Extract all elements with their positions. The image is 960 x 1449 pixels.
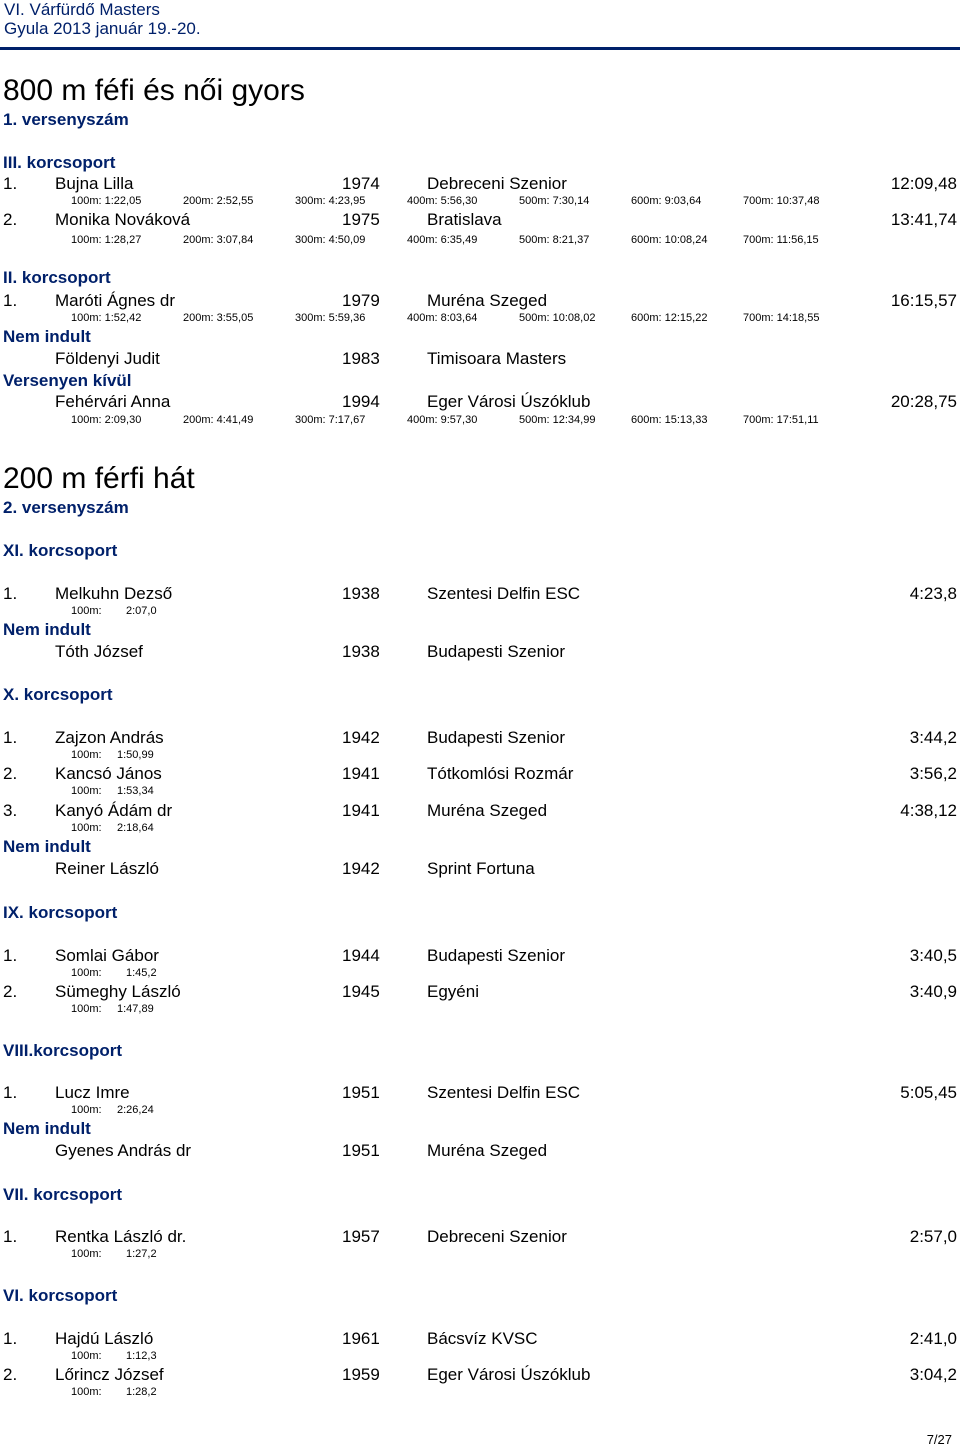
event-title: 200 m férfi hát <box>3 462 195 495</box>
club: Budapesti Szenior <box>427 728 565 747</box>
birth-year: 1994 <box>342 392 380 411</box>
result-time: 13:41,74 <box>890 210 957 229</box>
result-row <box>0 728 960 750</box>
birth-year: 1942 <box>342 728 380 747</box>
swimmer-name: Fehérvári Anna <box>55 392 171 411</box>
category-heading: II. korcsoport <box>3 268 111 287</box>
result-row <box>0 946 960 968</box>
club: Tótkomlósi Rozmár <box>427 764 574 783</box>
club: Eger Városi Úszóklub <box>427 392 591 411</box>
swimmer-name: Lucz Imre <box>55 1083 130 1102</box>
split: 700m: 11:56,15 <box>743 234 819 246</box>
club: Muréna Szeged <box>427 801 548 820</box>
split: 400m: 6:35,49 <box>407 234 478 246</box>
club: Bratislava <box>427 210 502 229</box>
club: Timisoara Masters <box>427 349 567 368</box>
category-heading: IX. korcsoport <box>3 903 118 922</box>
split: 100m: 1:52,42 <box>71 312 142 324</box>
split: 400m: 9:57,30 <box>407 414 478 426</box>
result-row <box>0 1329 960 1351</box>
split-value: 1:50,99 <box>117 749 154 761</box>
split: 400m: 5:56,30 <box>407 195 478 207</box>
split-times <box>0 1350 960 1364</box>
club: Szentesi Delfin ESC <box>427 1083 581 1102</box>
club: Debreceni Szenior <box>427 174 567 193</box>
split-value: 1:53,34 <box>117 785 154 797</box>
result-row <box>0 392 960 414</box>
birth-year: 1983 <box>342 349 380 368</box>
dns-row <box>0 1141 960 1163</box>
result-row <box>0 584 960 606</box>
swimmer-name: Rentka László dr. <box>55 1227 187 1246</box>
birth-year: 1974 <box>342 174 380 193</box>
result-row <box>0 174 960 196</box>
status-label: Nem indult <box>3 837 91 856</box>
category-heading: III. korcsoport <box>3 153 116 172</box>
split-times <box>0 1386 960 1400</box>
club: Muréna Szeged <box>427 1141 548 1160</box>
split: 200m: 3:55,05 <box>183 312 254 324</box>
place: 1. <box>3 174 18 193</box>
club: Szentesi Delfin ESC <box>427 584 581 603</box>
split-times <box>0 785 960 799</box>
result-time: 4:23,8 <box>909 584 957 603</box>
split-times <box>0 749 960 763</box>
result-time: 2:57,0 <box>909 1227 957 1246</box>
split-label: 100m: <box>71 967 102 979</box>
place: 1. <box>3 584 18 603</box>
birth-year: 1941 <box>342 764 380 783</box>
split: 700m: 14:18,55 <box>743 312 820 324</box>
swimmer-name: Földenyi Judit <box>55 349 160 368</box>
category-heading: VI. korcsoport <box>3 1286 118 1305</box>
place: 2. <box>3 982 18 1001</box>
split-label: 100m: <box>71 1386 102 1398</box>
place: 1. <box>3 1083 18 1102</box>
split-times <box>0 195 960 209</box>
result-time: 20:28,75 <box>890 392 957 411</box>
club: Bácsvíz KVSC <box>427 1329 538 1348</box>
result-row <box>0 982 960 1004</box>
birth-year: 1951 <box>342 1141 380 1160</box>
split-label: 100m: <box>71 1248 102 1260</box>
split-value: 2:26,24 <box>117 1104 154 1116</box>
birth-year: 1957 <box>342 1227 380 1246</box>
category-heading: VII. korcsoport <box>3 1185 123 1204</box>
split: 500m: 10:08,02 <box>519 312 596 324</box>
place: 1. <box>3 1329 18 1348</box>
club: Muréna Szeged <box>427 291 548 310</box>
split: 300m: 7:17,67 <box>295 414 366 426</box>
event-number: 2. versenyszám <box>3 498 129 517</box>
split: 500m: 7:30,14 <box>519 195 590 207</box>
split-value: 1:12,3 <box>126 1350 157 1362</box>
club: Debreceni Szenior <box>427 1227 567 1246</box>
club: Eger Városi Úszóklub <box>427 1365 591 1384</box>
split: 500m: 12:34,99 <box>519 414 596 426</box>
result-time: 3:04,2 <box>909 1365 957 1384</box>
event-title: 800 m féfi és női gyors <box>3 74 305 107</box>
split: 600m: 9:03,64 <box>631 195 702 207</box>
result-time: 3:40,5 <box>909 946 957 965</box>
split: 400m: 8:03,64 <box>407 312 478 324</box>
birth-year: 1961 <box>342 1329 380 1348</box>
event-number: 1. versenyszám <box>3 110 129 129</box>
place: 1. <box>3 728 18 747</box>
dns-row <box>0 859 960 881</box>
split: 200m: 2:52,55 <box>183 195 254 207</box>
split: 200m: 4:41,49 <box>183 414 254 426</box>
status-label: Nem indult <box>3 620 91 639</box>
split-value: 1:47,89 <box>117 1003 154 1015</box>
split: 600m: 15:13,33 <box>631 414 708 426</box>
birth-year: 1951 <box>342 1083 380 1102</box>
dns-row <box>0 349 960 371</box>
place: 2. <box>3 1365 18 1384</box>
swimmer-name: Sümeghy László <box>55 982 181 1001</box>
place: 2. <box>3 764 18 783</box>
split: 100m: 2:09,30 <box>71 414 142 426</box>
category-heading: XI. korcsoport <box>3 541 118 560</box>
split-times <box>0 822 960 836</box>
split-label: 100m: <box>71 822 102 834</box>
status-label: Versenyen kívül <box>3 371 132 390</box>
split: 200m: 3:07,84 <box>183 234 254 246</box>
swimmer-name: Tóth József <box>55 642 143 661</box>
meet-title: VI. Várfürdő Masters <box>4 0 160 19</box>
swimmer-name: Bujna Lilla <box>55 174 134 193</box>
split: 700m: 10:37,48 <box>743 195 820 207</box>
swimmer-name: Maróti Ágnes dr <box>55 291 175 310</box>
split-label: 100m: <box>71 605 102 617</box>
result-time: 5:05,45 <box>900 1083 957 1102</box>
split-times <box>0 312 960 326</box>
split: 500m: 8:21,37 <box>519 234 590 246</box>
split: 100m: 1:22,05 <box>71 195 142 207</box>
split: 700m: 17:51,11 <box>743 414 819 426</box>
split-value: 2:07,0 <box>126 605 157 617</box>
swimmer-name: Kancsó János <box>55 764 162 783</box>
birth-year: 1941 <box>342 801 380 820</box>
result-row <box>0 291 960 313</box>
split-value: 1:28,2 <box>126 1386 157 1398</box>
dns-row <box>0 642 960 664</box>
split: 100m: 1:28,27 <box>71 234 142 246</box>
place: 3. <box>3 801 18 820</box>
result-time: 12:09,48 <box>890 174 957 193</box>
result-time: 3:44,2 <box>909 728 957 747</box>
result-row <box>0 1083 960 1105</box>
split: 300m: 4:50,09 <box>295 234 366 246</box>
split-value: 1:27,2 <box>126 1248 157 1260</box>
split: 600m: 10:08,24 <box>631 234 708 246</box>
birth-year: 1975 <box>342 210 380 229</box>
split-times <box>0 1104 960 1118</box>
club: Egyéni <box>427 982 479 1001</box>
result-row <box>0 801 960 823</box>
result-row <box>0 1365 960 1387</box>
place: 1. <box>3 946 18 965</box>
split-times <box>0 1248 960 1262</box>
birth-year: 1942 <box>342 859 380 878</box>
split-times <box>0 967 960 981</box>
split-label: 100m: <box>71 1104 102 1116</box>
split-times <box>0 1003 960 1017</box>
split-label: 100m: <box>71 1003 102 1015</box>
swimmer-name: Kanyó Ádám dr <box>55 801 173 820</box>
result-time: 4:38,12 <box>900 801 957 820</box>
birth-year: 1945 <box>342 982 380 1001</box>
swimmer-name: Reiner László <box>55 859 159 878</box>
split-times <box>0 414 960 428</box>
split-label: 100m: <box>71 785 102 797</box>
swimmer-name: Lőrincz József <box>55 1365 164 1384</box>
result-time: 2:41,0 <box>909 1329 957 1348</box>
result-row <box>0 1227 960 1249</box>
split-times <box>0 234 960 248</box>
swimmer-name: Monika Nováková <box>55 210 191 229</box>
split: 300m: 5:59,36 <box>295 312 366 324</box>
split: 300m: 4:23,95 <box>295 195 366 207</box>
result-time: 16:15,57 <box>890 291 957 310</box>
birth-year: 1944 <box>342 946 380 965</box>
status-label: Nem indult <box>3 1119 91 1138</box>
swimmer-name: Zajzon András <box>55 728 164 747</box>
split-times <box>0 605 960 619</box>
category-heading: X. korcsoport <box>3 685 113 704</box>
result-row <box>0 764 960 786</box>
birth-year: 1938 <box>342 642 380 661</box>
split-value: 2:18,64 <box>117 822 154 834</box>
split-label: 100m: <box>71 749 102 761</box>
page-number: 7/27 <box>926 1432 952 1447</box>
split: 600m: 12:15,22 <box>631 312 708 324</box>
birth-year: 1938 <box>342 584 380 603</box>
club: Budapesti Szenior <box>427 642 565 661</box>
club: Sprint Fortuna <box>427 859 535 878</box>
swimmer-name: Somlai Gábor <box>55 946 159 965</box>
result-time: 3:40,9 <box>909 982 957 1001</box>
result-time: 3:56,2 <box>909 764 957 783</box>
category-heading: VIII.korcsoport <box>3 1041 123 1060</box>
place: 2. <box>3 210 18 229</box>
swimmer-name: Gyenes András dr <box>55 1141 192 1160</box>
birth-year: 1979 <box>342 291 380 310</box>
header-divider <box>0 47 960 50</box>
club: Budapesti Szenior <box>427 946 565 965</box>
swimmer-name: Hajdú László <box>55 1329 154 1348</box>
split-value: 1:45,2 <box>126 967 157 979</box>
result-row <box>0 210 960 232</box>
status-label: Nem indult <box>3 327 91 346</box>
meet-date: Gyula 2013 január 19.-20. <box>4 19 201 38</box>
place: 1. <box>3 1227 18 1246</box>
split-label: 100m: <box>71 1350 102 1362</box>
swimmer-name: Melkuhn Dezső <box>55 584 173 603</box>
birth-year: 1959 <box>342 1365 380 1384</box>
place: 1. <box>3 291 18 310</box>
